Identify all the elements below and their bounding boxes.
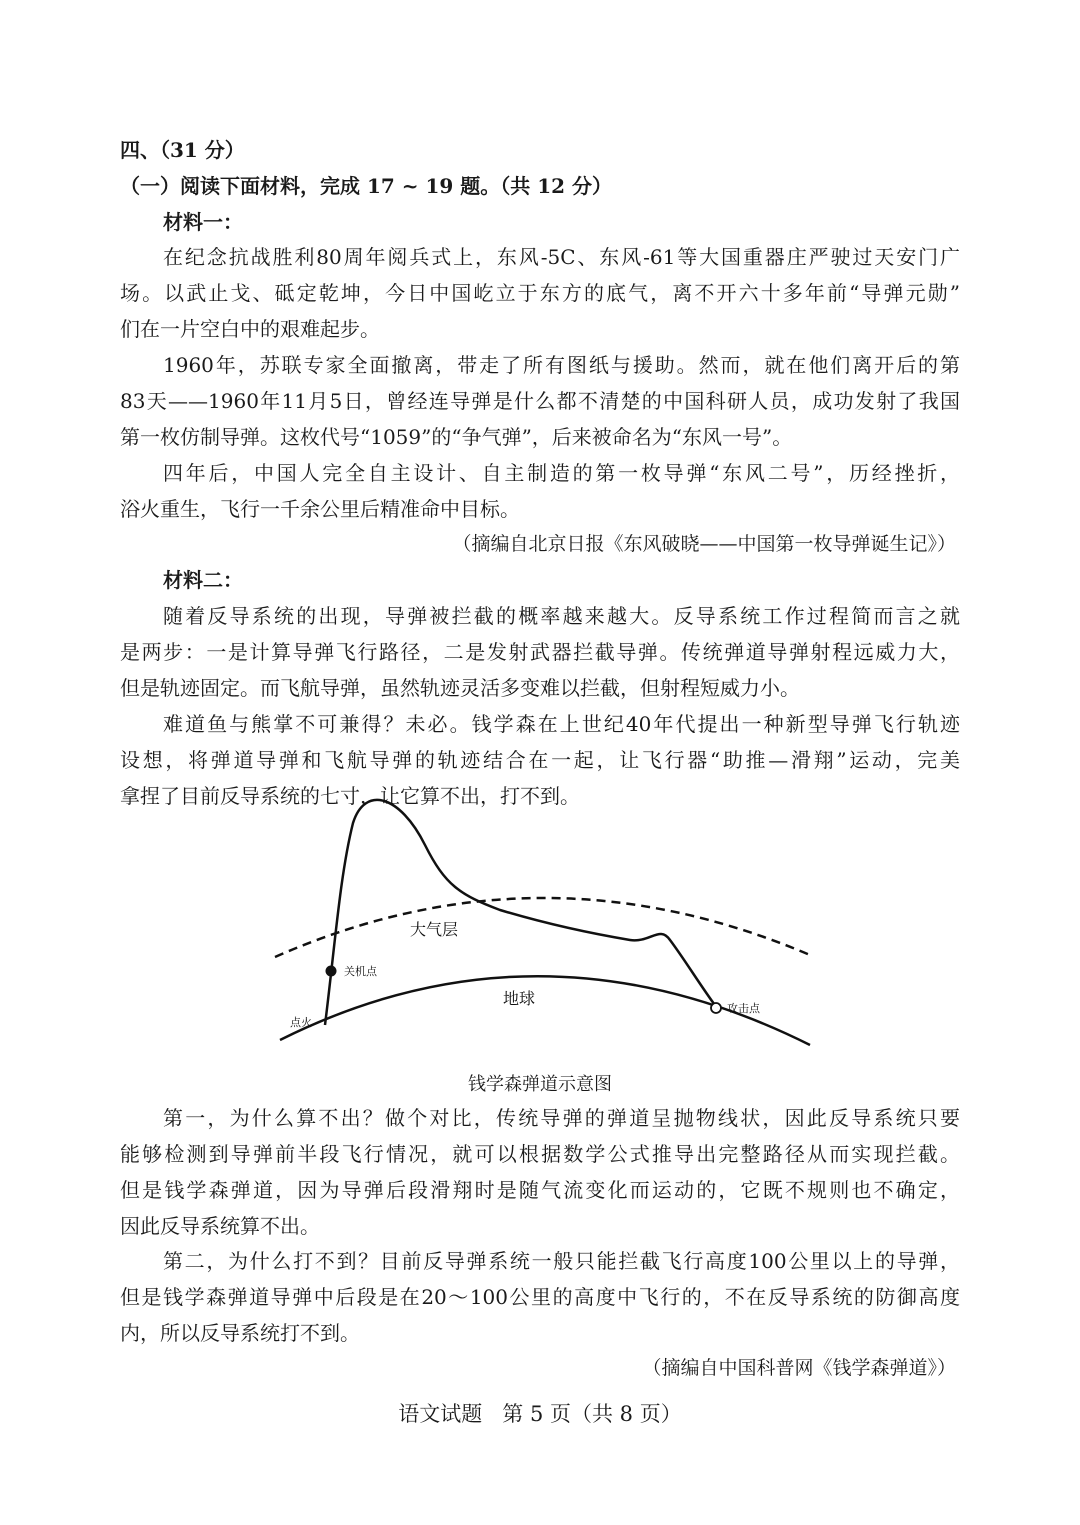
ignition-label: 点火 — [290, 1016, 312, 1029]
material2-source: （摘编自中国科普网《钱学森弹道》） — [642, 1357, 956, 1379]
attack-point-marker — [711, 1003, 721, 1013]
atmosphere-label: 大气层 — [410, 920, 459, 939]
material1-line: 四年后，中国人完全自主设计、自主制造的第一枚导弹“东风二号”，历经挫折， — [163, 461, 960, 485]
material2-line: 设想，将弹道导弹和飞航导弹的轨迹结合在一起，让飞行器“助推—滑翔”运动，完美 — [120, 748, 960, 772]
atmosphere-curve — [275, 898, 810, 957]
cutoff-point-marker — [326, 966, 337, 977]
material2-line: 但是钱学森弹道导弹中后段是在20～100公里的高度中飞行的，不在反导系统的防御高度 — [120, 1285, 960, 1309]
section-heading: 四、（31 分） — [120, 138, 245, 162]
material2-line: 随着反导系统的出现，导弹被拦截的概率越来越大。反导系统工作过程简而言之就 — [163, 604, 960, 628]
material2-line: 但是钱学森弹道，因为导弹后段滑翔时是随气流变化而运动的，它既不规则也不确定， — [120, 1178, 960, 1202]
material2-line: 因此反导系统算不出。 — [120, 1214, 320, 1238]
material1-line: 83天——1960年11月5日，曾经连导弹是什么都不清楚的中国科研人员，成功发射了我国 — [120, 389, 960, 413]
material1-line: 们在一片空白中的艰难起步。 — [120, 317, 380, 341]
qian-xuesen-trajectory-diagram — [270, 795, 830, 1055]
material1-line: 场。以武止戈、砥定乾坤，今日中国屹立于东方的底气，离不开六十多年前“导弹元勋” — [120, 281, 960, 305]
section-subheading: （一）阅读下面材料，完成 17 ~ 19 题。（共 12 分） — [120, 174, 613, 198]
earth-label: 地球 — [503, 989, 536, 1008]
material2-line: 第二，为什么打不到？目前反导弹系统一般只能拦截飞行高度100公里以上的导弹， — [163, 1249, 960, 1273]
material2-line: 内，所以反导系统打不到。 — [120, 1321, 360, 1345]
diagram-caption: 钱学森弹道示意图 — [468, 1074, 612, 1095]
material1-source: （摘编自北京日报《东风破晓——中国第一枚导弹诞生记》） — [452, 533, 956, 555]
cutoff-label: 关机点 — [344, 965, 377, 978]
material2-line: 难道鱼与熊掌不可兼得？未必。钱学森在上世纪40年代提出一种新型导弹飞行轨迹 — [163, 712, 960, 736]
material2-line: 第一，为什么算不出？做个对比，传统导弹的弹道呈抛物线状，因此反导系统只要 — [163, 1106, 960, 1130]
material1-line: 浴火重生，飞行一千余公里后精准命中目标。 — [120, 497, 520, 521]
material1-line: 1960年，苏联专家全面撤离，带走了所有图纸与援助。然而，就在他们离开后的第 — [163, 353, 960, 377]
material2-line: 但是轨迹固定。而飞航导弹，虽然轨迹灵活多变难以拦截，但射程短威力小。 — [120, 676, 800, 700]
attack-label: 攻击点 — [727, 1002, 760, 1015]
page-footer: 语文试题 第 5 页（共 8 页） — [398, 1402, 682, 1426]
material2-line: 拿捏了目前反导系统的七寸，让它算不出，打不到。 — [120, 784, 580, 808]
material1-label: 材料一： — [163, 210, 243, 234]
material1-line: 在纪念抗战胜利80周年阅兵式上，东风-5C、东风-61等大国重器庄严驶过天安门广 — [163, 245, 960, 269]
material2-line: 能够检测到导弹前半段飞行情况，就可以根据数学公式推导出完整路径从而实现拦截。 — [120, 1142, 960, 1166]
material2-line: 是两步：一是计算导弹飞行路径，二是发射武器拦截导弹。传统弹道导弹射程远威力大， — [120, 640, 960, 664]
material1-line: 第一枚仿制导弹。这枚代号“1059”的“争气弹”，后来被命名为“东风一号”。 — [120, 425, 793, 449]
material2-label: 材料二： — [163, 568, 243, 592]
